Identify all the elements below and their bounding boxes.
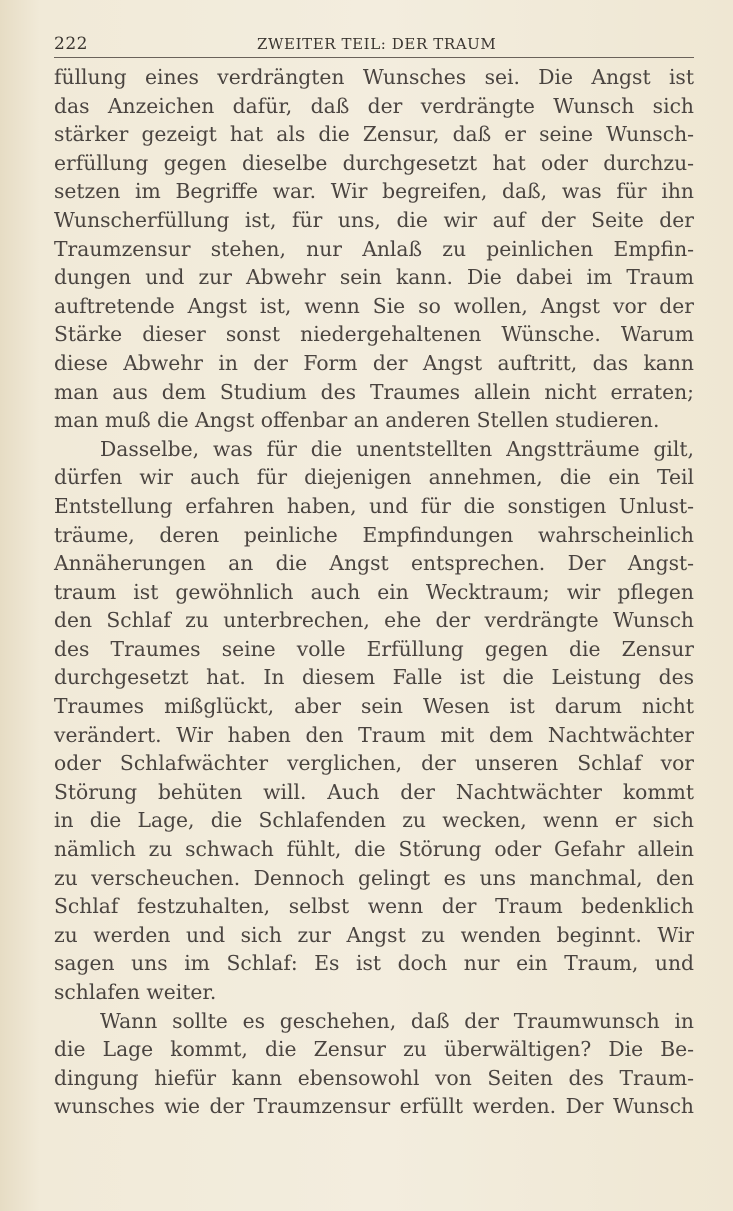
text-line: stärker gezeigt hat als die Zensur, daß er seine Wunsch- [54, 122, 694, 147]
text-line: den Schlaf zu unterbrechen, ehe der verdrängte Wunsch [54, 608, 694, 633]
page-header [54, 32, 694, 54]
text-line: dürfen wir auch für diejenigen annehmen, die ein Teil [54, 465, 694, 490]
text-line: Annäherungen an die Angst entsprechen. Der Angst- [54, 551, 694, 576]
text-line: schlafen weiter. [54, 980, 217, 1004]
text-line: Schlaf festzuhalten, selbst wenn der Traum bedenklich [54, 894, 694, 919]
text-line: füllung eines verdrängten Wunsches sei. Die Angst ist [54, 65, 694, 89]
text-line: sagen uns im Schlaf: Es ist doch nur ein Traum, und [54, 951, 694, 976]
text-line: in die Lage, die Schlafenden zu wecken, wenn er sich [54, 808, 694, 833]
text-line: durchgesetzt hat. In diesem Falle ist die Leistung des [54, 665, 694, 690]
text-line: erfüllung gegen dieselbe durchgesetzt hat oder durchzu- [54, 150, 694, 175]
text-line: verändert. Wir haben den Traum mit dem Nachtwächter [54, 722, 694, 747]
text-line: Dasselbe, was für die unentstellten Angstträume gilt, [100, 436, 694, 461]
text-line: die Lage kommt, die Zensur zu überwältigen? Die Be- [54, 1037, 694, 1062]
text-line: des Traumes seine volle Erfüllung gegen die Zensur [54, 636, 694, 661]
text-line: das Anzeichen dafür, daß der verdrängte Wunsch sich [54, 93, 694, 118]
text-line: zu verscheuchen. Dennoch gelingt es uns manchmal, den [54, 865, 694, 890]
text-line: Störung behüten will. Auch der Nachtwächter kommt [54, 779, 694, 804]
text-line: träume, deren peinliche Empfindungen wahrscheinlich [54, 522, 694, 547]
text-line: Wann sollte es geschehen, daß der Traumwunsch in [100, 1008, 694, 1033]
text-line: nämlich zu schwach fühlt, die Störung oder Gefahr allein [54, 837, 694, 862]
text-line: zu werden und sich zur Angst zu wenden beginnt. Wir [54, 922, 694, 947]
body-text [54, 63, 694, 1121]
text-line: Entstellung erfahren haben, und für die sonstigen Unlust- [54, 493, 694, 518]
text-line: dungen und zur Abwehr sein kann. Die dabei im Traum [54, 265, 694, 290]
text-line: wunsches wie der Traumzensur erfüllt werden. Der Wunsch [54, 1094, 694, 1119]
text-line: Traumzensur stehen, nur Anlaß zu peinlichen Empfin- [54, 236, 694, 261]
text-line: Wunscherfüllung ist, für uns, die wir auf der Seite der [54, 207, 694, 232]
running-head: ZWEITER TEIL: DER TRAUM [257, 35, 497, 53]
text-line: diese Abwehr in der Form der Angst auftritt, das kann [54, 350, 694, 375]
text-line: oder Schlafwächter verglichen, der unseren Schlaf vor [54, 751, 694, 776]
text-line: traum ist gewöhnlich auch ein Wecktraum; wir pflegen [54, 579, 694, 604]
header-rule [54, 57, 694, 58]
text-line: Traumes mißglückt, aber sein Wesen ist darum nicht [54, 694, 694, 719]
page-number: 222 [54, 34, 88, 54]
text-line: man muß die Angst offenbar an anderen Stellen studieren. [54, 408, 660, 433]
text-line: auftretende Angst ist, wenn Sie so wollen, Angst vor der [54, 293, 694, 318]
text-line: Stärke dieser sonst niedergehaltenen Wünsche. Warum [54, 322, 694, 347]
text-line: setzen im Begriffe war. Wir begreifen, daß, was für ihn [54, 179, 694, 204]
text-line: dingung hiefür kann ebensowohl von Seiten des Traum- [54, 1065, 694, 1090]
text-line: man aus dem Studium des Traumes allein nicht erraten; [54, 379, 694, 404]
